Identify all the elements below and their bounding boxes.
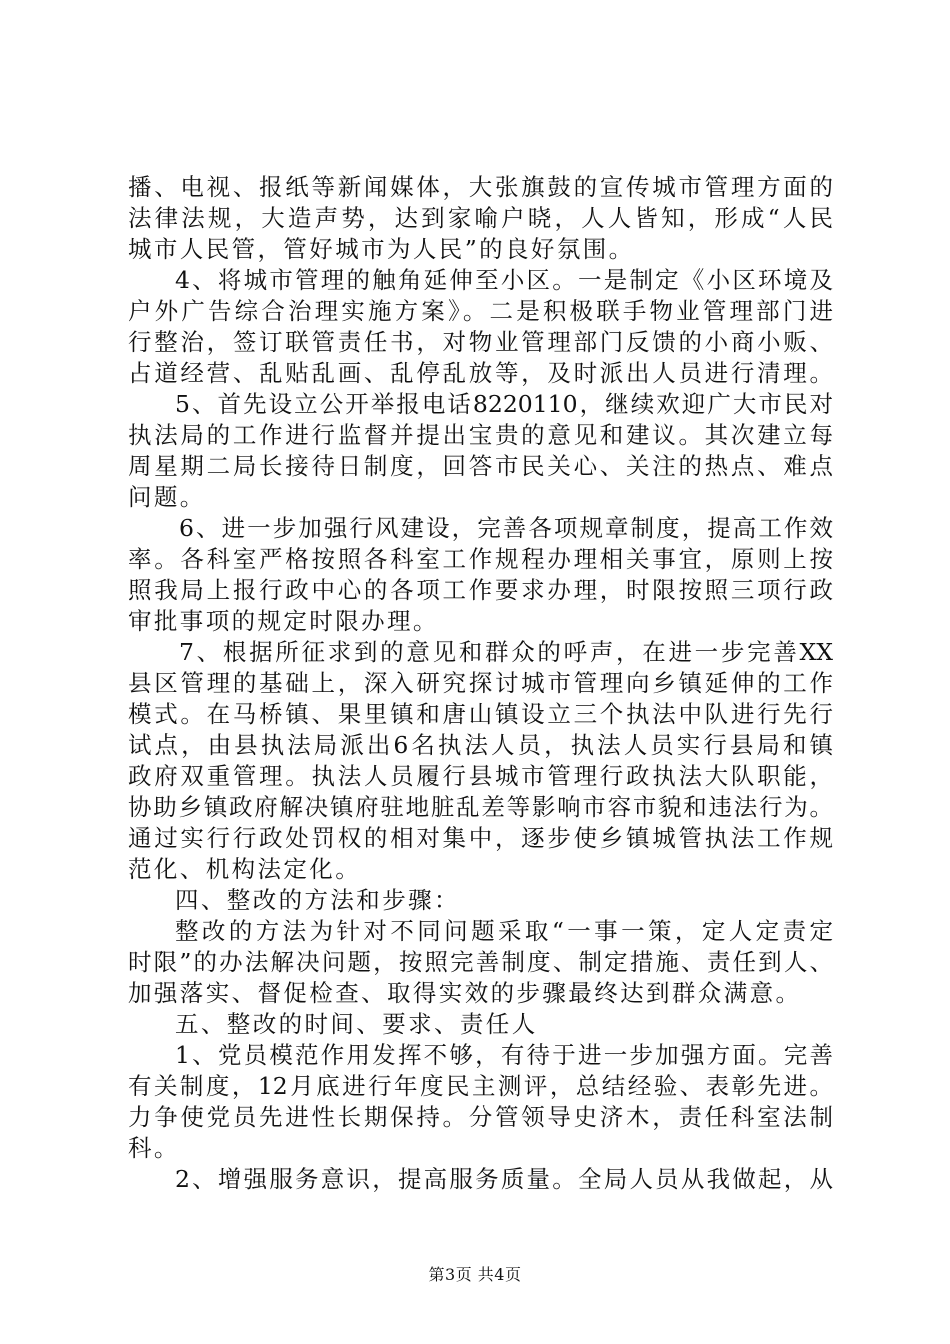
text-line: 户外广告综合治理实施方案》。二是积极联手物业管理部门进 bbox=[128, 297, 833, 325]
paragraph-start: 2、增强服务意识，提高服务质量。全局人员从我做起，从 bbox=[175, 1165, 833, 1193]
section-heading: 四、整改的方法和步骤： bbox=[175, 886, 460, 914]
text-line: 时限”的办法解决问题，按照完善制度、制定措施、责任到人、 bbox=[128, 948, 833, 976]
text-line: 通过实行行政处罚权的相对集中，逐步使乡镇城管执法工作规 bbox=[128, 824, 833, 852]
paragraph-start: 5、首先设立公开举报电话8220110，继续欢迎广大市民对 bbox=[175, 390, 833, 418]
text-line: 问题。 bbox=[128, 483, 206, 511]
text-line: 范化、机构法定化。 bbox=[128, 855, 362, 883]
text-line: 科。 bbox=[128, 1134, 180, 1162]
text-line: 周星期二局长接待日制度，回答市民关心、关注的热点、难点 bbox=[128, 452, 833, 480]
text-line: 审批事项的规定时限办理。 bbox=[128, 607, 439, 635]
text-line: 政府双重管理。执法人员履行县城市管理行政执法大队职能， bbox=[128, 762, 833, 790]
text-line: 加强落实、督促检查、取得实效的步骤最终达到群众满意。 bbox=[128, 979, 802, 1007]
text-line: 行整治，签订联管责任书，对物业管理部门反馈的小商小贩、 bbox=[128, 328, 833, 356]
text-line: 有关制度，12月底进行年度民主测评，总结经验、表彰先进。 bbox=[128, 1072, 833, 1100]
text-line: 照我局上报行政中心的各项工作要求办理，时限按照三项行政 bbox=[128, 576, 833, 604]
paragraph-start: 整改的方法为针对不同问题采取“一事一策，定人定责定 bbox=[175, 917, 833, 945]
text-line: 试点，由县执法局派出6名执法人员，执法人员实行县局和镇 bbox=[128, 731, 833, 759]
text-line: 法律法规，大造声势，达到家喻户晓，人人皆知，形成“人民 bbox=[128, 204, 833, 232]
text-line: 协助乡镇政府解决镇府驻地脏乱差等影响市容市貌和违法行为。 bbox=[128, 793, 833, 821]
text-line: 播、电视、报纸等新闻媒体，大张旗鼓的宣传城市管理方面的 bbox=[128, 173, 833, 201]
paragraph-start: 7、根据所征求到的意见和群众的呼声，在进一步完善XX bbox=[179, 638, 833, 666]
page-number: 第3页 共4页 bbox=[428, 1265, 522, 1284]
section-heading: 五、整改的时间、要求、责任人 bbox=[175, 1010, 538, 1038]
text-line: 城市人民管，管好城市为人民”的良好氛围。 bbox=[128, 235, 635, 263]
paragraph-start: 6、进一步加强行风建设，完善各项规章制度，提高工作效 bbox=[179, 514, 833, 542]
document-body bbox=[128, 172, 833, 1195]
paragraph-start: 1、党员模范作用发挥不够，有待于进一步加强方面。完善 bbox=[175, 1041, 833, 1069]
text-line: 率。各科室严格按照各科室工作规程办理相关事宜，原则上按 bbox=[128, 545, 833, 573]
text-line: 模式。在马桥镇、果里镇和唐山镇设立三个执法中队进行先行 bbox=[128, 700, 833, 728]
text-line: 占道经营、乱贴乱画、乱停乱放等，及时派出人员进行清理。 bbox=[128, 359, 833, 387]
paragraph-start: 4、将城市管理的触角延伸至小区。一是制定《小区环境及 bbox=[175, 266, 833, 294]
text-line: 力争使党员先进性长期保持。分管领导史济木，责任科室法制 bbox=[128, 1103, 833, 1131]
text-line: 县区管理的基础上，深入研究探讨城市管理向乡镇延伸的工作 bbox=[128, 669, 833, 697]
text-line: 执法局的工作进行监督并提出宝贵的意见和建议。其次建立每 bbox=[128, 421, 833, 449]
